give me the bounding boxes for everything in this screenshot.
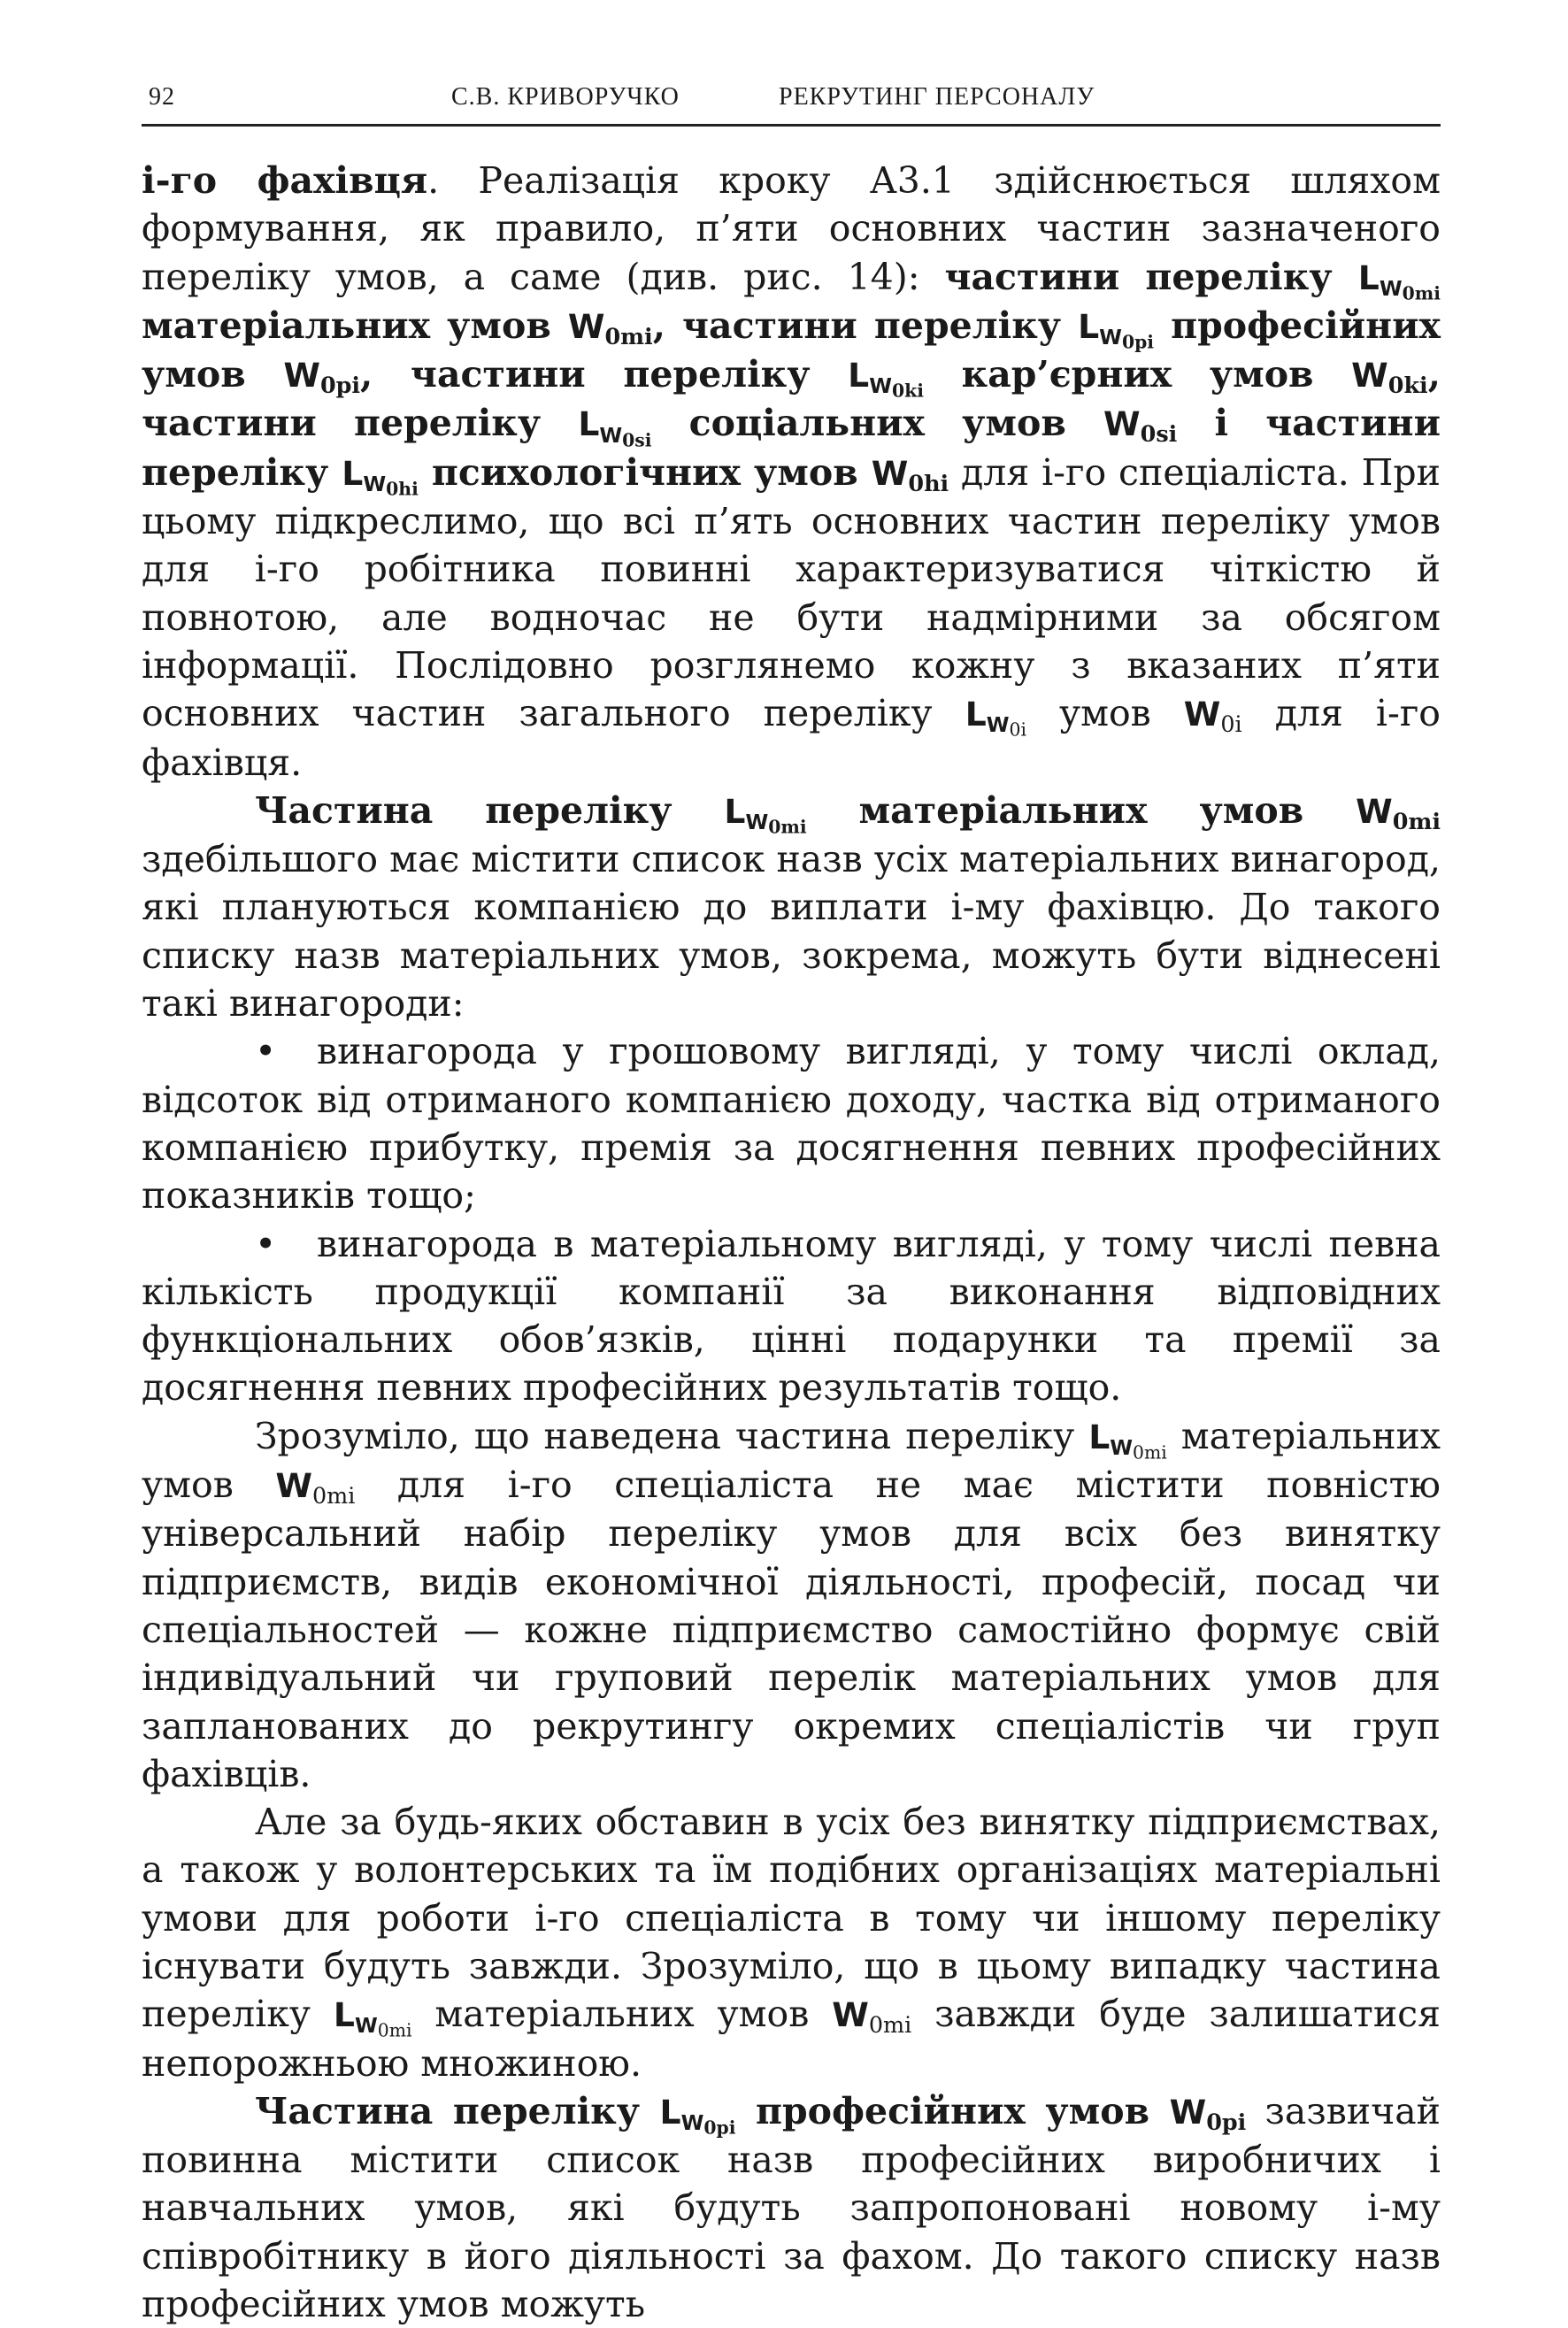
header-rule: [142, 124, 1441, 127]
math-symbol: $L_{W_{0mi}}$: [724, 791, 807, 838]
bullet-icon: •: [255, 1030, 277, 1073]
math-symbol: $L_{W_{0mi}}$: [333, 1995, 412, 2041]
math-symbol: $L_{W_{0ki}}$: [848, 356, 924, 402]
math-symbol: $L_{W_{0pi}}$: [659, 2092, 736, 2139]
math-symbol: $W_{0pi}$: [1169, 2092, 1247, 2135]
math-symbol: $W_{0ki}$: [1351, 356, 1428, 399]
paragraph-4: Але за будь-яких обставин в усіх без винятку підприємствах, а також у волонтерських та їм подібних організаціях матеріальні умови для роботи і-го спеціаліста в тому чи іншому переліку існувати будуть завжди. Зрозуміло, що в цьому випадку частина переліку $L_{W_{0mi}}$ матеріальних умов $W_{0mi}$ завжди буде залишатися непорожньою множиною.: [142, 1801, 1441, 2085]
paragraph-2: Частина переліку $L_{W_{0mi}}$ матеріальних умов $W_{0mi}$ здебільшого має містити список назв усіх матеріальних винагород, які плануються компанією до виплати і-му фахівцю. До такого списку назв матеріальних умов, зокрема, можуть бути віднесені такі винагороди:: [142, 788, 1441, 1026]
body-text: [142, 157, 1441, 2328]
bold-term: частини переліку $L_{W_{0mi}}$ матеріальних умов $W_{0mi}$, частини переліку $L_{W_{0pi}}$ професійних умов $W_{0pi}$, частини переліку $L_{W_{0ki}}$ кар’єрних умов $W_{0ki}$, частини переліку $L_{W_{0si}}$ соціальних умов $W_{0si}$ і частини переліку $L_{W_{0hi}}$ психологічних умов $W_{0hi}$: [142, 255, 1441, 500]
math-symbol: $W_{0mi}$: [275, 1466, 356, 1510]
math-symbol: $W_{0i}$: [1183, 695, 1242, 738]
paragraph-5: Частина переліку $L_{W_{0pi}}$ професійних умов $W_{0pi}$ зазвичай повинна містити список назв професійних виробничих і навчальних умов, які будуть запропоновані новому і-му співробітнику в його діяльності за фахом. До такого списку назв професійних умов можуть: [142, 2089, 1441, 2326]
list-item: • винагорода у грошовому вигляді, у тому числі оклад, відсоток від отриманого компанією доходу, частка від отриманого компанією прибутку, премія за досягнення певних професійних показників тощо;: [142, 1027, 1441, 1219]
paragraph-1: і-го фахівця. Реалізація кроку А3.1 здійснюється шляхом формування, як правило, п’яти основних частин зазначеного переліку умов, а саме (див. рис. 14): частини переліку $L_{W_{0mi}}$ матеріальних умов $W_{0mi}$, частини переліку $L_{W_{0pi}}$ професійних умов $W_{0pi}$, частини переліку $L_{W_{0ki}}$ кар’єрних умов $W_{0ki}$, частини переліку $L_{W_{0si}}$ соціальних умов $W_{0si}$ і частини переліку $L_{W_{0hi}}$ психологічних умов $W_{0hi}$ для і-го спеціаліста. При цьому підкреслимо, що всі п’ять основних частин переліку умов для і-го робітника повинні характеризуватися чіткістю й повнотою, але водночас не бути надмірними за обсягом інформації. Послідовно розглянемо кожну з вказаних п’яти основних частин загального переліку $L_{W_{0i}}$ умов $W_{0i}$ для і-го фахівця.: [142, 159, 1441, 784]
math-symbol: $W_{0mi}$: [832, 1995, 912, 2039]
math-symbol: $L_{W_{0pi}}$: [1078, 306, 1155, 353]
bullet-list: [142, 1027, 1441, 1411]
bullet-icon: •: [255, 1222, 277, 1265]
bold-term: Частина переліку $L_{W_{0mi}}$ матеріальних умов $W_{0mi}$: [255, 788, 1441, 838]
bold-term: і-го фахівця: [142, 159, 428, 202]
math-symbol: $W_{0mi}$: [1356, 791, 1441, 834]
math-symbol: $L_{W_{0hi}}$: [342, 453, 419, 500]
math-symbol: $W_{0pi}$: [283, 356, 361, 399]
page-number: 92: [149, 83, 175, 111]
list-item: • винагорода в матеріальному вигляді, у тому числі певна кількість продукції компанії за виконання відповідних функціональних обов’язків, цінні подарунки та премії за досягнення певних професійних результатів тощо.: [142, 1220, 1441, 1412]
bold-term: Частина переліку $L_{W_{0pi}}$ професійних умов $W_{0pi}$: [255, 2089, 1247, 2139]
math-symbol: $L_{W_{0i}}$: [965, 695, 1026, 741]
math-symbol: $W_{0si}$: [1103, 404, 1178, 448]
math-symbol: $L_{W_{0si}}$: [578, 404, 652, 451]
math-symbol: $W_{0hi}$: [871, 453, 949, 496]
paragraph-3: Зрозуміло, що наведена частина переліку $L_{W_{0mi}}$ матеріальних умов $W_{0mi}$ для і-го спеціаліста не має містити повністю універсальний набір переліку умов для всіх без винятку підприємств, видів економічної діяльності, професій, посад чи спеціальностей — кожне підприємство самостійно формує свій індивідуальний чи груповий перелік матеріальних умов для запланованих до рекрутингу окремих спеціалістів чи груп фахівців.: [142, 1414, 1441, 1795]
author-name: С.В. КРИВОРУЧКО: [451, 83, 680, 111]
running-header: [142, 78, 1441, 122]
math-symbol: $W_{0mi}$: [567, 306, 653, 350]
book-page: [142, 78, 1441, 2328]
math-symbol: $L_{W_{0mi}}$: [1357, 257, 1441, 304]
book-title: РЕКРУТИНГ ПЕРСОНАЛУ: [779, 83, 1095, 111]
math-symbol: $L_{W_{0mi}}$: [1088, 1417, 1167, 1464]
